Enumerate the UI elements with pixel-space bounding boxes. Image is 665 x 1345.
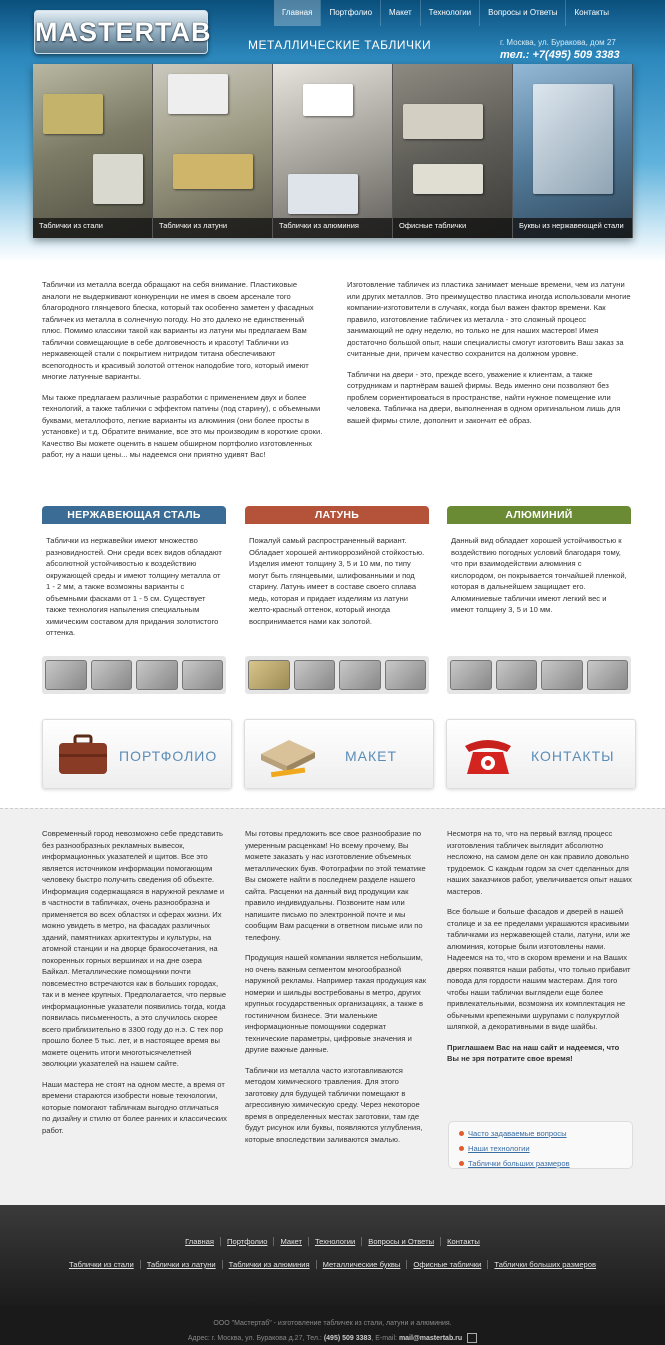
lower-col-3: [447, 828, 633, 1074]
faq-link[interactable]: Часто задаваемые вопросы: [459, 1126, 622, 1141]
material-steel: [42, 506, 226, 694]
briefcase-icon: [57, 734, 109, 776]
thumb[interactable]: [294, 660, 336, 690]
email-label: , E-mail:: [371, 1335, 397, 1342]
thumb[interactable]: [385, 660, 427, 690]
material-text: Таблички из нержавейки имеют множество разновидностей. Они среди всех видов обладают абсолютной устойчивостью к воздействию окружающей среды и имеют толщину металла от 1 - 2 мм, а также возможны варианты с объемными фасками от 1 - 5 см. Существует также технология напыления специальным химическим составом для придания золотистого оттенка.: [46, 536, 222, 637]
material-thumbs: [245, 656, 429, 694]
nav-home[interactable]: Главная: [274, 0, 320, 26]
material-aluminium: [447, 506, 631, 694]
footer-nav: [0, 1237, 665, 1246]
lower-col-2: [245, 828, 431, 1154]
gallery-caption: Таблички из стали: [33, 218, 152, 238]
thumb[interactable]: [587, 660, 629, 690]
book-pencil-icon: [257, 732, 319, 780]
paragraph: Несмотря на то, что на первый взгляд процесс изготовления табличек выглядит абсолютно несложно, на самом деле он как правило довольно трудоемок. С каждым годом за счет сделанных для наших заказчиков работ, увеличивается опыт наших мастеров.: [447, 829, 632, 896]
thumb[interactable]: [496, 660, 538, 690]
footer-link-home[interactable]: Главная: [185, 1237, 215, 1246]
button-label: ПОРТФОЛИО: [119, 748, 218, 764]
nav-portfolio[interactable]: Портфолио: [320, 0, 380, 26]
logo[interactable]: MASTERTAB: [34, 10, 208, 54]
faq-links: [448, 1121, 633, 1169]
thumb[interactable]: [45, 660, 87, 690]
material-thumbs: [447, 656, 631, 694]
footer-contacts: [0, 1331, 665, 1345]
material-text: Пожалуй самый распространенный вариант. Обладает хорошей антикоррозийной стойкостью. Изделия имеют толщину 3, 5 и 10 мм, по типу могут быть глянцевыми, шлифованными и под старину. Латунь имеет в составе своего сплава медь, которая и придает изделиям из латуни желто-красный оттенок, который иногда воспринимается нами как золотой.: [249, 536, 425, 626]
intro-right: [347, 279, 633, 435]
paragraph: Изготовление табличек из пластика занимает меньше времени, чем из латуни или других металлов. Это преимущество пластика иногда использовали многие компании-изготовители в случаях, когда был важен фактор времени. Как правило, изготовление табличек из металла - это сложный процесс занимающий не одну неделю, но только не для наших мастеров! Имея достаточно большой опыт, наши специалисты смогут изготовить Ваш заказ за считанные дни, причем качество сохранится на должном уровне.: [347, 280, 631, 358]
gallery-caption: Буквы из нержавеющей стали: [513, 218, 632, 238]
footer-link-maket[interactable]: Макет: [273, 1237, 308, 1246]
footer-link-faq[interactable]: Вопросы и Ответы: [361, 1237, 440, 1246]
address: г. Москва, ул. Буракова, дом 27: [500, 38, 616, 47]
thumb[interactable]: [182, 660, 224, 690]
gallery-caption: Офисные таблички: [393, 218, 512, 238]
paragraph: Продукция нашей компании является небольшим, но очень важным сегментом многообразной наружной рекламы. Например такая продукция как номерки и шильды востребованы в метро, других крупных государственных организациях, а также в гостиничном бизнесе. Эти маленькие информационные помощники содержат технические параметры, цифровые значения и другие важные данные.: [245, 953, 427, 1054]
footer-link-brass[interactable]: Таблички из латуни: [140, 1260, 222, 1269]
footer-catalog: [0, 1260, 665, 1269]
paragraph: Мы также предлагаем различные разработки с применением двух и более технологий, а также таблички с эффектом патины (под старину), с объемными буквами, металлофото, легкие варианты из алюминия (они более просты в установке) и т.д. Обратите внимание, все это мы производим в короткие сроки. Качество Вы можете оценить в нашем обширном портфолио изготовленных работ, ну а наши цены... мы надеемся они приятно удивят Вас!: [42, 392, 323, 459]
material-text: Данный вид обладает хорошей устойчивостью к воздействию погодных условий благодаря тому, что при взаимодействии алюминия с кислородом, он покрывается тончайшей пленкой, которая в дальнейшем защищает его. Алюминиевые таблички имеют легкий вес и имеют толщину 3, 5 и 10 мм.: [451, 536, 627, 614]
invite-text: Приглашаем Вас на наш сайт и надеемся, что Вы не зря потратите свое время!: [447, 1042, 620, 1063]
phone: тел.: +7(495) 509 3383: [500, 49, 620, 61]
gallery-item-aluminium[interactable]: [273, 64, 393, 238]
material-title: НЕРЖАВЕЮЩАЯ СТАЛЬ: [42, 506, 226, 524]
footer-link-tech[interactable]: Технологии: [308, 1237, 361, 1246]
paragraph: Современный город невозможно себе представить без разнообразных рекламных вывесок, информационных указателей и щитов. Все это является источником информации помогающим человеку быстро получить сведения об объекте. Информация содержащаяся в наружной рекламе и в частности в табличках, очень разнообразна и применяется во всех областях и сферах жизни. Их можно увидеть в метро, на фасадах различных зданий, памятниках архитектуры и культуры, на атомной станции и на дворце бракосочетания, на покоренных горных вершинах и на дне озера Байкал. Металлические помощники почти повсеместно встречаются как в больших городах, так и в менее крупных. Предполагается, что первые информационные указатели появились тогда, когда появилась письменность, а это случилось скорее всего приблизительно в 3300 году до н.э. С тех пор прошло более 5 тыс. лет, и в настоящее время вы можете оценить итоги многотысячелетней эволюции указателей на нашем сайте.: [42, 829, 227, 1068]
address-label: Адрес: г. Москва, ул. Буракова д.27, Тел.:: [187, 1335, 322, 1342]
footer-link-office[interactable]: Офисные таблички: [406, 1260, 487, 1269]
material-title: ЛАТУНЬ: [245, 506, 429, 524]
maket-button[interactable]: [244, 719, 434, 789]
main-nav: [274, 0, 617, 26]
thumb[interactable]: [91, 660, 133, 690]
contacts-button[interactable]: [446, 719, 636, 789]
copyright-text: ООО "Мастертаб" - изготовление табличек из стали, латуни и алюминия.: [213, 1320, 452, 1327]
nav-contacts[interactable]: Контакты: [565, 0, 617, 26]
paragraph: Таблички на двери - это, прежде всего, уважение к клиентам, а также сотрудникам и партнёрам вашей фирмы. Ведь именно они позволяют без проблем сориентироваться в пространстве, найти нужное помещение или человека. Табличка на двери, выполненная в одном оригинальном лишь для вашей фирмы стиле, дополнит и закончит её образ.: [347, 369, 621, 425]
gallery-item-steel[interactable]: [33, 64, 153, 238]
slogan: МЕТАЛЛИЧЕСКИЕ ТАБЛИЧКИ: [248, 38, 432, 52]
footer-link-big[interactable]: Таблички больших размеров: [487, 1260, 602, 1269]
material-title: АЛЮМИНИЙ: [447, 506, 631, 524]
material-thumbs: [42, 656, 226, 694]
thumb[interactable]: [541, 660, 583, 690]
footer-link-contacts[interactable]: Контакты: [440, 1237, 486, 1246]
nav-faq[interactable]: Вопросы и Ответы: [479, 0, 565, 26]
footer-link-letters[interactable]: Металлические буквы: [316, 1260, 407, 1269]
button-label: КОНТАКТЫ: [531, 748, 615, 764]
footer-phone: (495) 509 3383: [323, 1335, 372, 1342]
external-link-icon[interactable]: [467, 1333, 477, 1343]
telephone-icon: [461, 732, 515, 778]
gallery-caption: Таблички из латуни: [153, 218, 272, 238]
nav-tech[interactable]: Технологии: [420, 0, 479, 26]
lower-col-1: [42, 828, 228, 1145]
copyright: [0, 1305, 665, 1345]
tech-link[interactable]: Наши технологии: [459, 1141, 622, 1156]
footer-link-aluminium[interactable]: Таблички из алюминия: [222, 1260, 316, 1269]
intro-left: [42, 279, 324, 470]
footer-link-steel[interactable]: Таблички из стали: [68, 1260, 134, 1269]
gallery-item-brass[interactable]: [153, 64, 273, 238]
gallery: [33, 64, 633, 238]
button-label: МАКЕТ: [345, 748, 398, 764]
portfolio-button[interactable]: [42, 719, 232, 789]
nav-maket[interactable]: Макет: [380, 0, 420, 26]
material-brass: [245, 506, 429, 694]
paragraph: Таблички из металла всегда обращают на себя внимание. Пластиковые аналоги не выдерживают конкуренции не имея в своем арсенале того благородного глянцевого блеска, который так особенно заметен у фасадных табличек из металла в солнечную погоду. Но это далеко не единственный плюс. Помимо классики такой как варианты из латуни мы предлагаем Вам таблички совмещающие в себе долговечность и красоту! Таблички из нержавеющей стали с покрытием нитридом титана обеспечивают всепогодность и красивый золотой оттенок наподобие того, который имеют многие латунные варианты.: [42, 280, 314, 381]
thumb[interactable]: [339, 660, 381, 690]
gallery-item-office[interactable]: [393, 64, 513, 238]
gallery-caption: Таблички из алюминия: [273, 218, 392, 238]
footer-email[interactable]: mail@mastertab.ru: [398, 1335, 463, 1342]
big-plates-link[interactable]: Таблички больших размеров: [459, 1156, 622, 1171]
paragraph: Наши мастера не стоят на одном месте, а время от времени стараются изобрести новые технологии, которые помогают табличкам выгодно отличаться по дизайну и стилю от более ранних и классических работ.: [42, 1079, 227, 1135]
contact-info: [500, 36, 620, 62]
paragraph: Мы готовы предложить все свое разнообразие по умеренным расценкам! Но всему прочему, Вы можете заказать у нас изготовление объемных металлических букв. Фотографии по этой тематике Вы сможете найти в последнем разделе нашего сайта. Расценки на данный вид продукции как правило индивидуальны. Позвоните нам или напишите письмо по электронной почте и мы сообщим Вам расценки в ответном письме или по телефону.: [245, 829, 426, 942]
footer-link-portfolio[interactable]: Портфолио: [220, 1237, 273, 1246]
footer: [0, 1205, 665, 1305]
paragraph: Таблички из металла часто изготавливаются методом химического травления. Для этого заготовку для будущей таблички помещают в агрессивную химическую среду. Через некоторое время в определенных местах заготовки, там где будут рисунок или буквы, появляются углубления, которые впоследствии заливаются эмалью.: [245, 1065, 423, 1144]
thumb[interactable]: [450, 660, 492, 690]
thumb[interactable]: [248, 660, 290, 690]
thumb[interactable]: [136, 660, 178, 690]
paragraph: Все больше и больше фасадов и дверей в нашей столице и за ее пределами украшаются красивыми табличками из нержавеющей стали, латуни, или же алюминия, которые были изготовлены нами. Надеемся на то, что в скором времени и на Ваших дверях появятся наши работы, что только прибавит повода для гордости нашим мастерам. Для того чтобы наши таблички выглядели еще более привлекательными, возможна их комплектация не обычными крепежными шурупами с полукруглой шляпкой, а декоративными в виде шайбы.: [447, 907, 631, 1031]
gallery-item-letters[interactable]: [513, 64, 633, 238]
